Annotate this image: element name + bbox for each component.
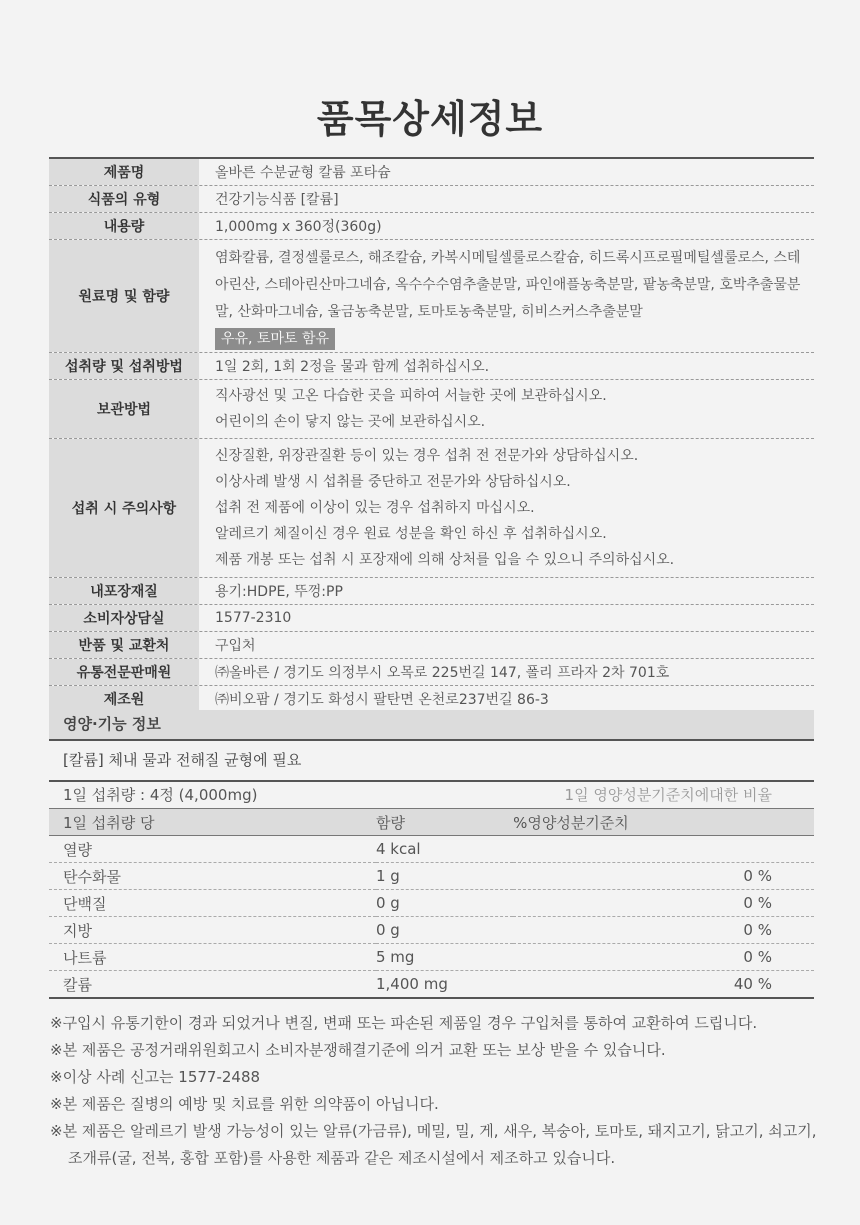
nutrient-name: 칼륨 xyxy=(49,971,376,999)
nutrient-pct: 40 % xyxy=(513,971,814,999)
nutrition-header: 영양·기능 정보 xyxy=(49,710,814,741)
info-label: 제품명 xyxy=(49,159,199,185)
notice-item: ※이상 사례 신고는 1577-2488 xyxy=(50,1068,261,1086)
nutrition-row xyxy=(49,917,814,944)
info-row-caution xyxy=(49,439,814,578)
info-label: 섭취량 및 섭취방법 xyxy=(49,353,199,379)
info-value: 용기:HDPE, 뚜껑:PP xyxy=(215,584,343,600)
notice-item: ※본 제품은 공정거래위원회고시 소비자분쟁해결기준에 의거 교환 또는 보상 받을 수 있습니다. xyxy=(50,1041,666,1059)
info-value: 건강기능식품 [칼륨] xyxy=(215,192,339,208)
info-label: 원료명 및 함량 xyxy=(49,240,199,352)
nutrient-name: 나트륨 xyxy=(49,944,376,971)
notice-item: ※본 제품은 질병의 예방 및 치료를 위한 의약품이 아닙니다. xyxy=(50,1095,439,1113)
info-row-food-type xyxy=(49,186,814,213)
function-text: [칼륨] 체내 물과 전해질 균형에 필요 xyxy=(49,741,814,782)
nutrition-row xyxy=(49,890,814,917)
nutrient-pct: 0 % xyxy=(513,863,814,890)
serving-row xyxy=(49,782,814,809)
nutrition-header-row xyxy=(49,809,814,836)
nutrient-amount: 5 mg xyxy=(376,944,513,971)
info-row-content xyxy=(49,213,814,240)
info-value xyxy=(199,439,814,577)
caution-line: 알레르기 체질이신 경우 원료 성분을 확인 하신 후 섭취하십시오. xyxy=(215,526,607,542)
info-value: ㈜올바른 / 경기도 의정부시 오목로 225번길 147, 폴리 프라자 2차 701호 xyxy=(215,665,670,681)
info-row-intake xyxy=(49,353,814,380)
allergen-badge: 우유, 토마토 함유 xyxy=(215,328,335,350)
column-header: %영양성분기준치 xyxy=(513,809,814,836)
info-row-product-name xyxy=(49,159,814,186)
column-header: 1일 섭취량 당 xyxy=(49,809,376,836)
nutrient-pct: 0 % xyxy=(513,917,814,944)
nutrition-row xyxy=(49,971,814,999)
nutrient-name: 지방 xyxy=(49,917,376,944)
storage-line: 직사광선 및 고온 다습한 곳을 피하여 서늘한 곳에 보관하십시오. xyxy=(215,388,607,404)
ratio-note: 1일 영양성분기준치에대한 비율 xyxy=(564,786,772,804)
info-label: 제조원 xyxy=(49,686,199,712)
caution-line: 이상사례 발생 시 섭취를 중단하고 전문가와 상담하십시오. xyxy=(215,474,571,490)
nutrition-row xyxy=(49,863,814,890)
nutrient-pct xyxy=(513,836,814,863)
storage-line: 어린이의 손이 닿지 않는 곳에 보관하십시오. xyxy=(215,414,486,430)
info-row-packaging xyxy=(49,578,814,605)
nutrient-name: 열량 xyxy=(49,836,376,863)
nutrient-amount: 1 g xyxy=(376,863,513,890)
notice-item: ※구입시 유통기한이 경과 되었거나 변질, 변패 또는 파손된 제품일 경우 구입처를 통하여 교환하여 드립니다. xyxy=(50,1014,758,1032)
serving-size: 1일 섭취량 : 4정 (4,000mg) xyxy=(63,786,258,804)
nutrient-pct: 0 % xyxy=(513,890,814,917)
notice-list xyxy=(50,1010,820,1172)
page-title: 품목상세정보 xyxy=(316,97,544,141)
info-row-returns xyxy=(49,632,814,659)
caution-line: 제품 개봉 또는 섭취 시 포장재에 의해 상처를 입을 수 있으니 주의하십시오. xyxy=(215,552,675,568)
ingredients-text: 염화칼륨, 결정셀룰로스, 해조칼슘, 카복시메틸셀룰로스칼슘, 히드록시프로필메틸셀룰로스, 스테아린산, 스테아린산마그네슘, 옥수수수염추출분말, 파인애플농축분말, 팥농축분말, 호박추출물분말, 산화마그네슘, 울금농축분말, 토마토농축분말, 히비스커스추출분말 xyxy=(215,250,801,320)
info-value: 구입처 xyxy=(215,638,256,654)
info-label: 소비자상담실 xyxy=(49,605,199,631)
nutrient-amount: 0 g xyxy=(376,917,513,944)
info-value: 1일 2회, 1회 2정을 물과 함께 섭취하십시오. xyxy=(215,359,490,375)
info-label: 섭취 시 주의사항 xyxy=(49,439,199,577)
notice-item: ※본 제품은 알레르기 발생 가능성이 있는 알류(가금류), 메밀, 밀, 게, 새우, 복숭아, 토마토, 돼지고기, 닭고기, 쇠고기, 조개류(굴, 전복, 홍합 포함)를 사용한 제품과 같은 제조시설에서 제조하고 있습니다. xyxy=(50,1122,817,1167)
info-label: 유통전문판매원 xyxy=(49,659,199,685)
info-label: 내용량 xyxy=(49,213,199,239)
caution-line: 신장질환, 위장관질환 등이 있는 경우 섭취 전 전문가와 상담하십시오. xyxy=(215,448,639,464)
info-row-ingredients xyxy=(49,240,814,353)
caution-line: 섭취 전 제품에 이상이 있는 경우 섭취하지 마십시오. xyxy=(215,500,535,516)
info-label: 내포장재질 xyxy=(49,578,199,604)
info-value: ㈜비오팜 / 경기도 화성시 팔탄면 온천로237번길 86-3 xyxy=(215,692,549,708)
nutrient-pct: 0 % xyxy=(513,944,814,971)
column-header: 함량 xyxy=(376,809,513,836)
nutrient-name: 탄수화물 xyxy=(49,863,376,890)
info-label: 보관방법 xyxy=(49,380,199,438)
info-value: 올바른 수분균형 칼륨 포타슘 xyxy=(215,165,391,181)
nutrient-amount: 0 g xyxy=(376,890,513,917)
info-value xyxy=(199,240,814,352)
nutrition-row xyxy=(49,836,814,863)
info-label: 식품의 유형 xyxy=(49,186,199,212)
info-row-storage xyxy=(49,380,814,439)
info-value: 1,000mg x 360정(360g) xyxy=(215,219,382,235)
nutrient-name: 단백질 xyxy=(49,890,376,917)
info-label: 반품 및 교환처 xyxy=(49,632,199,658)
nutrient-amount: 1,400 mg xyxy=(376,971,513,999)
nutrient-amount: 4 kcal xyxy=(376,836,513,863)
info-value: 1577-2310 xyxy=(215,610,292,626)
info-value xyxy=(199,380,814,438)
nutrition-section xyxy=(49,710,814,999)
info-row-consumer xyxy=(49,605,814,632)
nutrition-row xyxy=(49,944,814,971)
product-info-table xyxy=(49,157,814,714)
info-row-distributor xyxy=(49,659,814,686)
nutrition-table xyxy=(49,809,814,999)
